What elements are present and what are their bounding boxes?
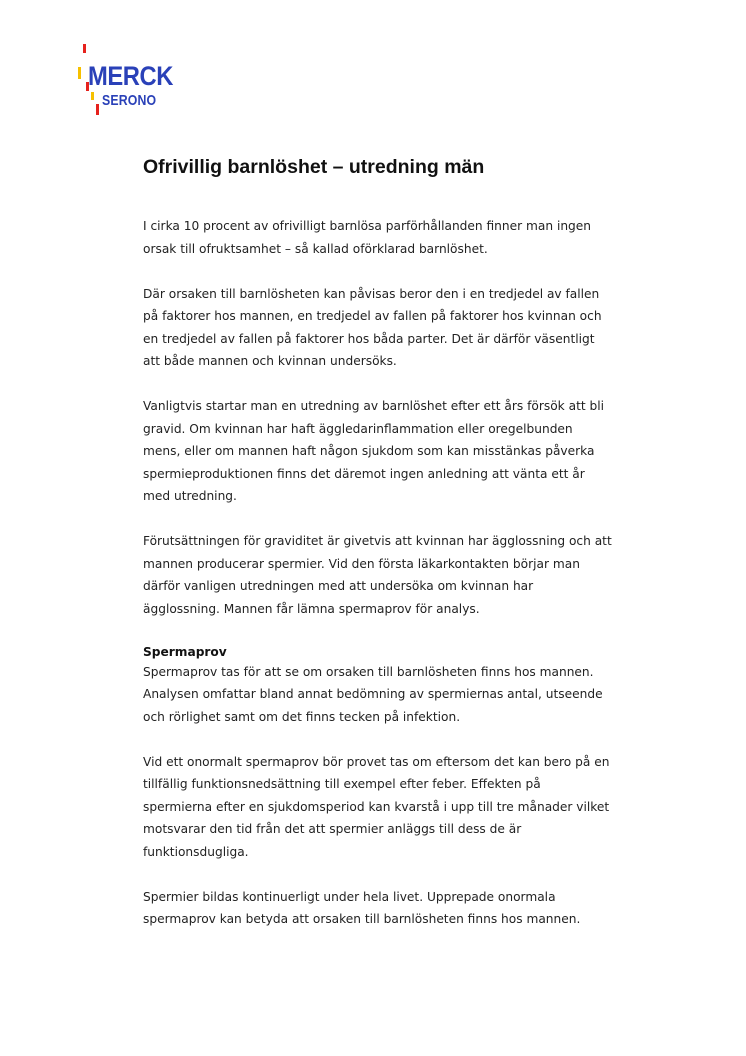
section-paragraph-3: Spermier bildas kontinuerligt under hela livet. Upprepade onormala spermaprov kan betyda att orsaken till barnlösheten finns hos mannen.	[143, 889, 581, 926]
paragraph-4: Förutsättningen för graviditet är givetvis att kvinnan har ägglossning och att mannen producerar spermier. Vid den första läkarkontakten börjar man därför vanligen utredningen med att undersöka om kvinnan har ägglossning. Mannen får lämna spermaprov för analys.	[143, 534, 612, 616]
section-paragraph-2: Vid ett onormalt spermaprov bör provet tas om eftersom det kan bero på en tillfällig funktionsnedsättning till exempel efter feber. Effekten på spermierna efter en sjukdomsperiod kan kvarstå i upp till tre månader vilket motsvarar den tid från det att spermier anläggs till dess de är funktionsdugliga.	[143, 754, 610, 859]
section-paragraph-1: Spermaprov tas för att se om orsaken till barnlösheten finns hos mannen. Analysen omfattar bland annat bedömning av spermiernas antal, utseende och rörlighet samt om det finns tecken på infektion.	[143, 664, 603, 724]
logo-wordmark-serono: SERONO	[102, 92, 157, 109]
page-title: Ofrivillig barnlöshet – utredning män	[143, 156, 485, 178]
logo-bar-yellow-1	[78, 67, 81, 79]
paragraph-3: Vanligtvis startar man en utredning av barnlöshet efter ett års försök att bli gravid. Om kvinnan har haft äggledarinflammation eller oregelbunden mens, eller om mannen haft någon sjukdom som kan misstänkas påverka spermieproduktionen finns det däremot ingen anledning att vänta ett år med utredning.	[143, 399, 605, 503]
section-heading: Spermaprov	[143, 644, 227, 659]
logo-bar-yellow-2	[91, 92, 94, 100]
merck-serono-logo	[76, 44, 186, 116]
paragraph-1: I cirka 10 procent av ofrivilligt barnlösa parförhållanden finner man ingen orsak till ofruktsamhet – så kallad oförklarad barnlöshet.	[143, 219, 592, 256]
logo-bar-red-1	[83, 44, 86, 53]
logo-wordmark-merck: MERCK	[88, 61, 173, 91]
paragraph-2: Där orsaken till barnlösheten kan påvisas beror den i en tredjedel av fallen på faktorer hos mannen, en tredjedel av fallen på faktorer hos kvinnan och en tredjedel av fallen på faktorer hos båda parter. Det är därför väsentligt att både mannen och kvinnan undersöks.	[143, 286, 602, 368]
logo-bar-red-3	[96, 104, 99, 115]
document-body	[143, 155, 613, 953]
